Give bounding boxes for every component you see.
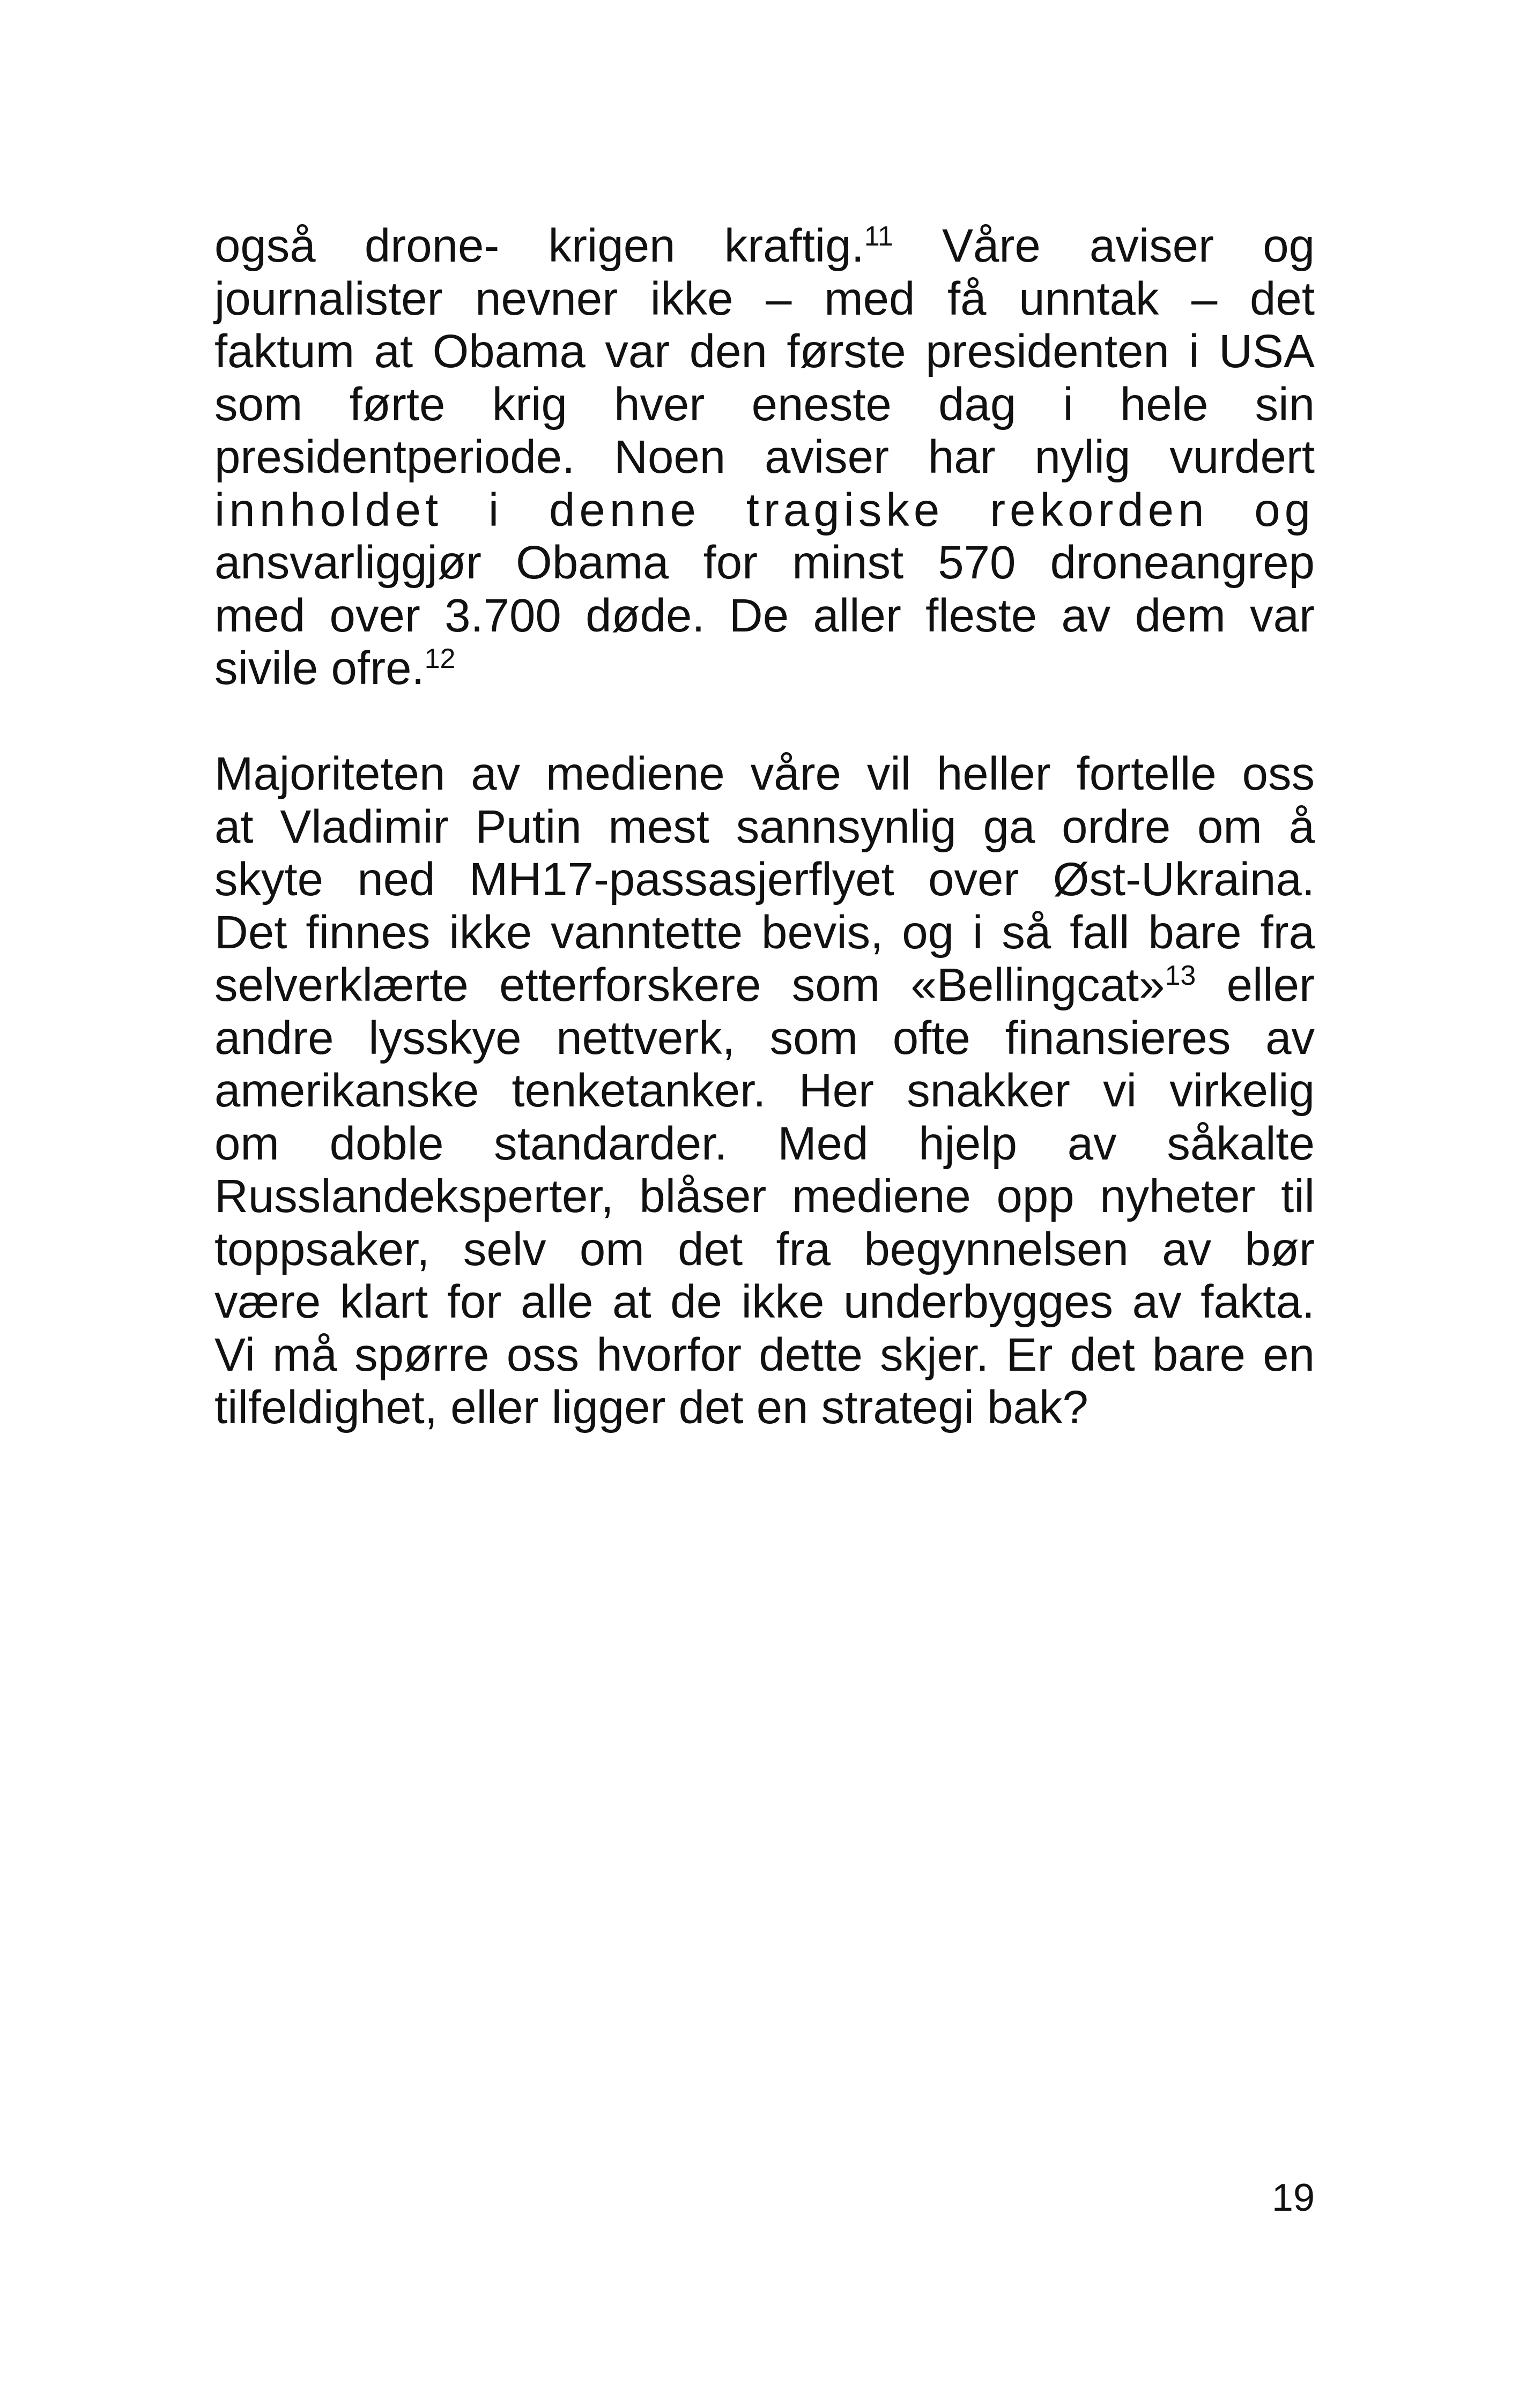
footnote-marker-11[interactable]: 11	[864, 221, 893, 252]
paragraph-1-line-1: også drone- krigen kraftig.$^{11}$ Våre aviser og	[214, 220, 1315, 272]
paragraph-2-line-13: tilfeldighet, eller ligger det en strategi bak?	[214, 1381, 1088, 1433]
paragraph-1-line-9: sivile ofre.$^{12}$	[214, 642, 456, 694]
paragraph-2-line-9: Russlandeksperter, blåser mediene opp nyheter til	[214, 1170, 1315, 1222]
paragraph-2-line-4: Det finnes ikke vanntette bevis, og i så fall bare fra	[214, 906, 1315, 958]
paragraph-2-line-5: selverklærte etterforskere som «Bellingcat»$^{13}$ eller	[214, 959, 1315, 1011]
paragraph-1-line-8: med over 3.700 døde. De aller fleste av dem var	[214, 589, 1315, 642]
paragraph-2-line-10: toppsaker, selv om det fra begynnelsen av bør	[214, 1223, 1315, 1275]
paragraph-2-line-6: andre lysskye nettverk, som ofte finansieres av	[214, 1012, 1315, 1064]
paragraph-1-line-5: presidentperiode. Noen aviser har nylig vurdert	[214, 431, 1315, 483]
paragraph-2-line-2: at Vladimir Putin mest sannsynlig ga ordre om å	[214, 800, 1315, 853]
paragraph-2-line-3: skyte ned MH17-passasjerflyet over Øst-Ukraina.	[214, 853, 1315, 905]
paragraph-2-line-7: amerikanske tenketanker. Her snakker vi virkelig	[214, 1065, 1315, 1117]
footnote-marker-12[interactable]: 12	[424, 643, 456, 674]
paragraph-2-line-11: være klart for alle at de ikke underbygges av fakta.	[214, 1276, 1315, 1328]
paragraph-2-line-8: om doble standarder. Med hjelp av såkalte	[214, 1117, 1315, 1170]
page-number: 19	[1271, 2176, 1315, 2219]
paragraph-2-line-12: Vi må spørre oss hvorfor dette skjer. Er det bare en	[214, 1328, 1315, 1381]
paragraph-2	[214, 748, 1315, 1435]
paragraph-1-line-6: innholdet i denne tragiske rekorden og	[214, 484, 1315, 536]
footnote-marker-13[interactable]: 13	[1165, 960, 1196, 991]
paragraph-1-line-3: faktum at Obama var den første presidenten i USA	[214, 325, 1315, 377]
paragraph-1-line-7: ansvarliggjør Obama for minst 570 droneangrep	[214, 537, 1315, 589]
paragraph-1	[214, 220, 1315, 695]
paragraph-1-line-2: journalister nevner ikke – med få unntak – det	[214, 272, 1315, 325]
paragraph-2-line-1: Majoriteten av mediene våre vil heller fortelle oss	[214, 748, 1315, 800]
paragraph-1-line-4: som førte krig hver eneste dag i hele sin	[214, 378, 1315, 430]
